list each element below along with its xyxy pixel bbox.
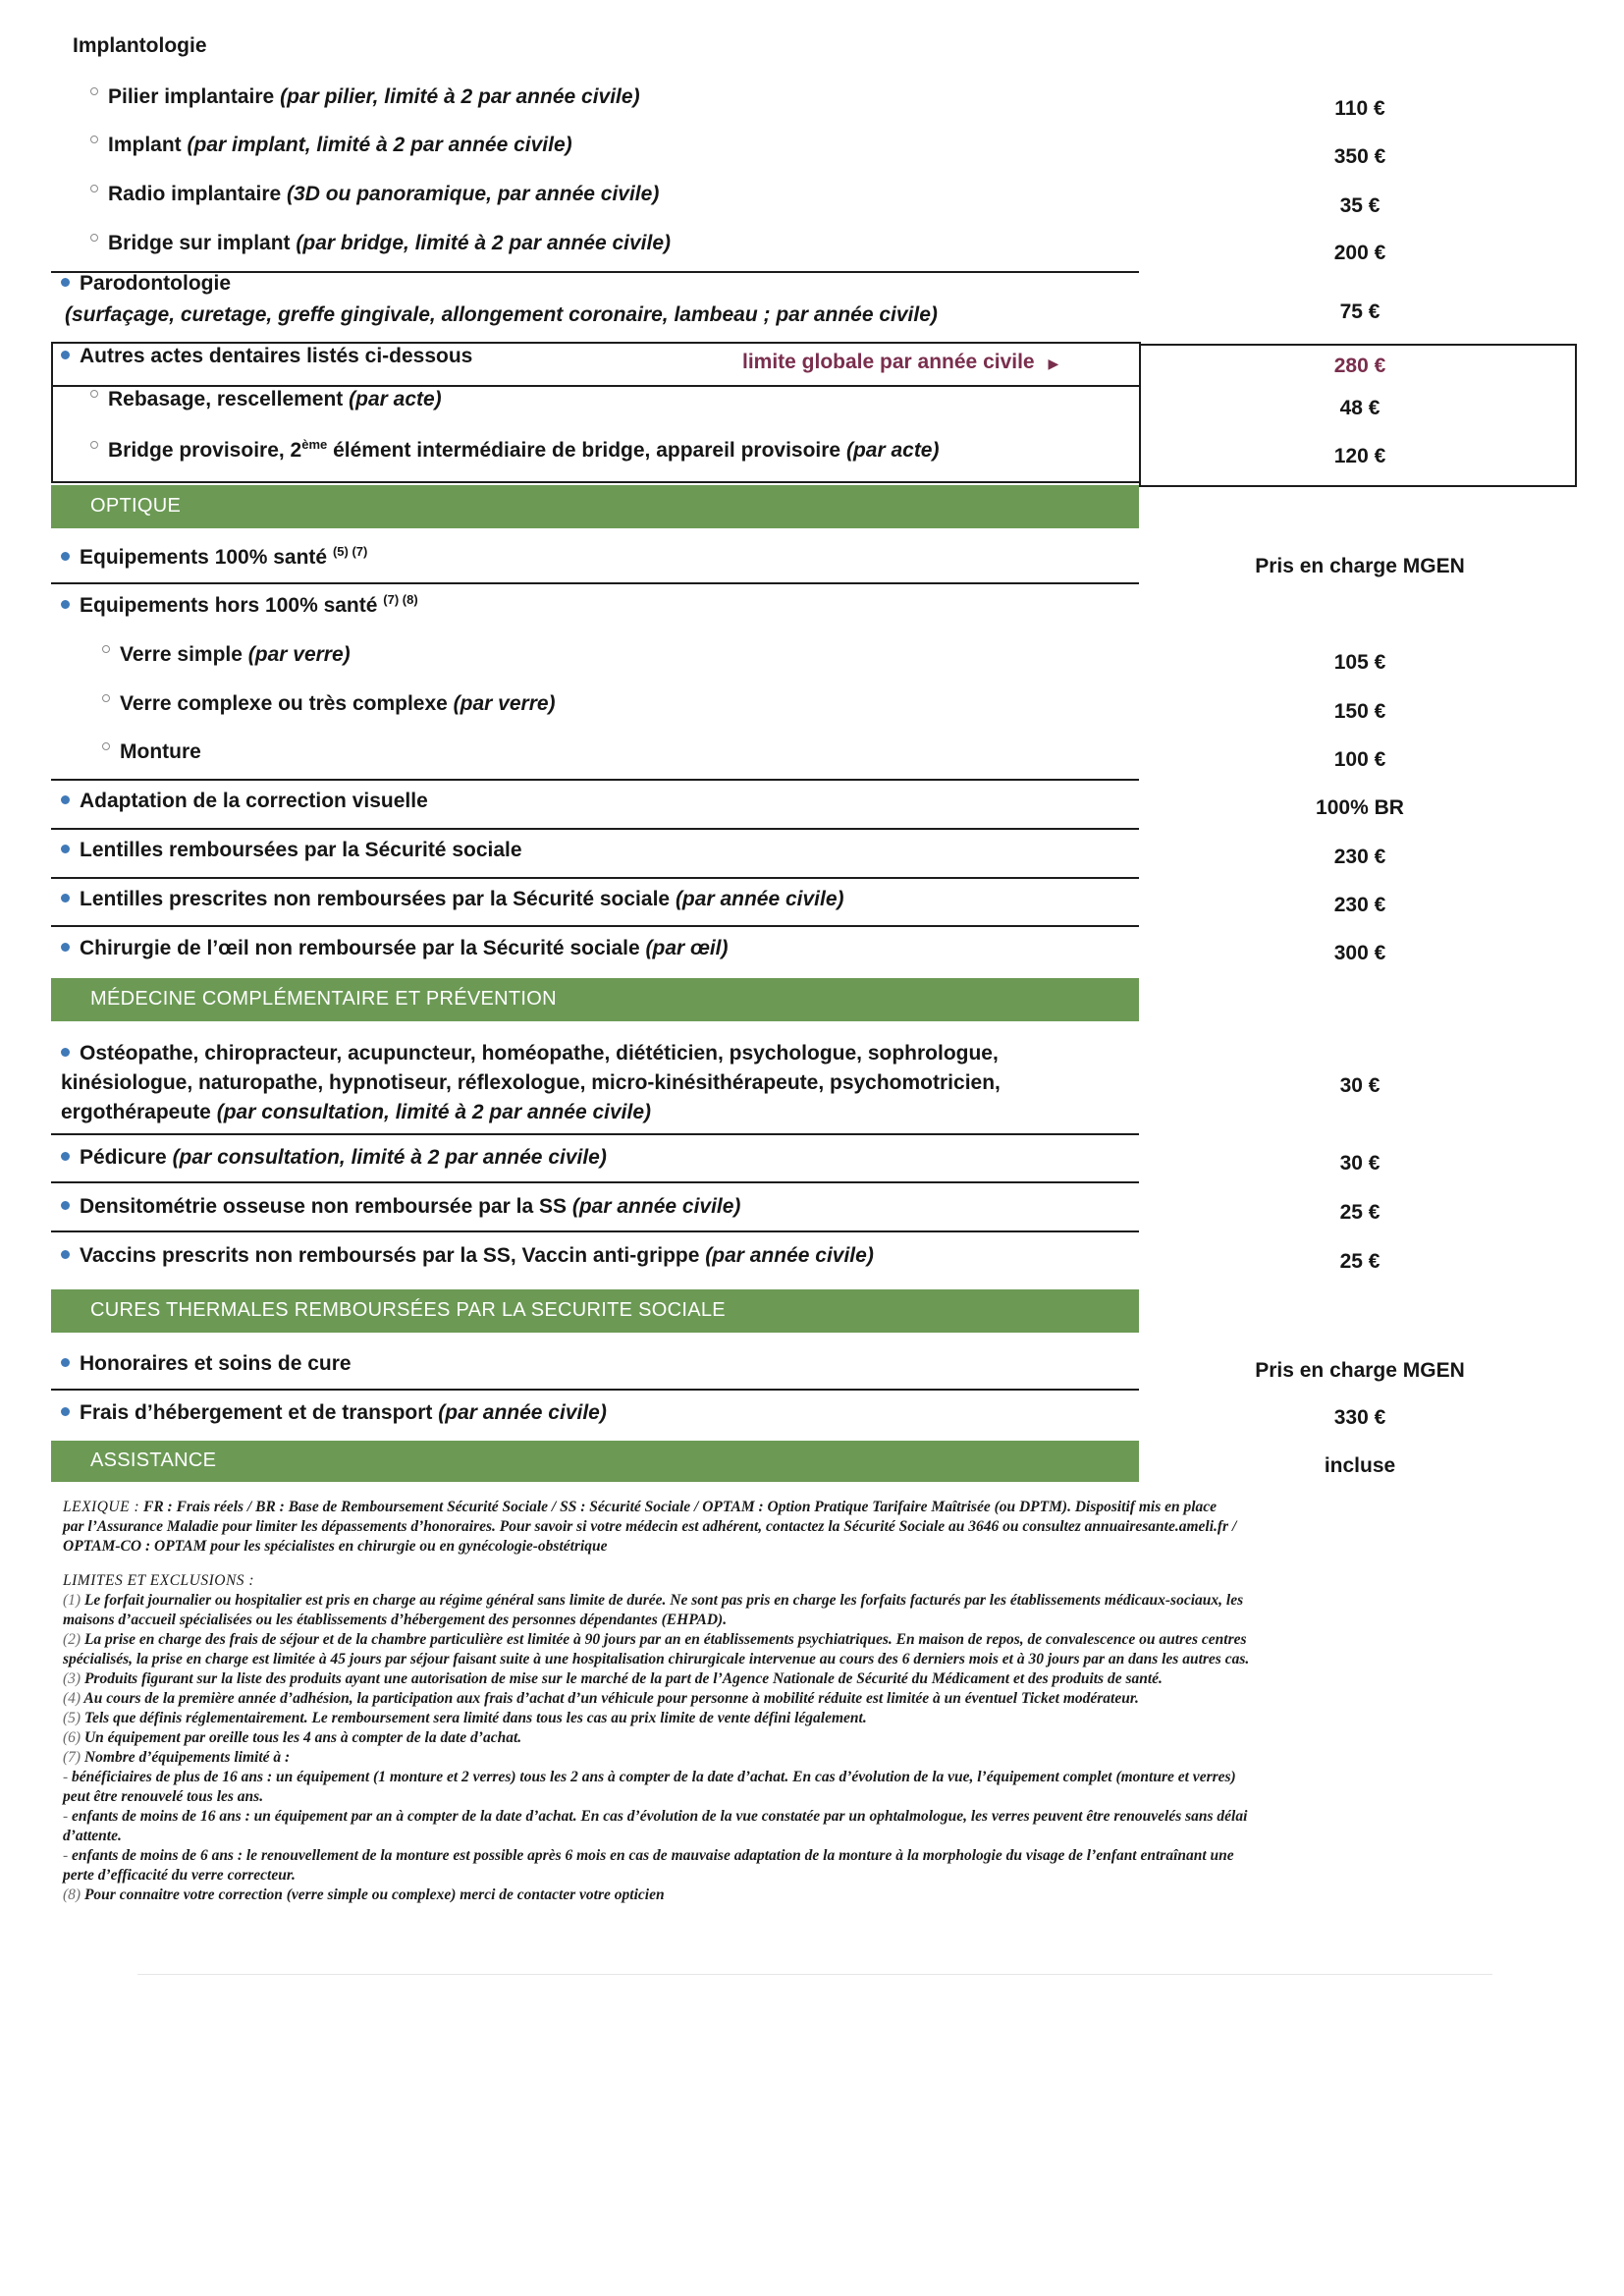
footnote-number: - [63,1847,69,1864]
osteo-line-2: kinésiologue, naturopathe, hypnotiseur, réflexologue, micro-kinésithérapeute, psychomotricien, [61,1071,1001,1094]
list-item: Pilier implantaire (par pilier, limité à 2 par année civile) [90,84,640,110]
bullet-icon [61,1250,70,1259]
divider [51,1230,1139,1232]
amount: 35 € [1339,194,1380,217]
footnote-text: Le forfait journalier ou hospitalier est pris en charge au régime général sans limite de durée. Ne sont pas pris en charge les forfaits facturés par les établissements médicaux-sociaux, les [83,1592,1244,1609]
amount: incluse [1324,1454,1396,1477]
lexique-label: LEXIQUE : [63,1499,140,1515]
list-item: Honoraires et soins de cure [61,1351,352,1377]
list-item: Densitométrie osseuse non remboursée par la SS (par année civile) [61,1194,740,1220]
bullet-icon [61,943,70,952]
amount: Pris en charge MGEN [1255,555,1465,577]
footnote-text: spécialisés, la prise en charge est limitée à 45 jours par séjour faisant suite à une hospitalisation chirurgicale intervenue au cours des 6 derniers mois et à 30 jours par an dans les autres cas. [63,1651,1250,1667]
footnote-text: Nombre d’équipements limité à : [83,1749,291,1766]
footnote-line [63,1611,1516,1630]
list-item: Pédicure (par consultation, limité à 2 par année civile) [61,1145,607,1171]
list-item: Adaptation de la correction visuelle [61,789,428,814]
footnote-line [63,1689,1516,1709]
footnote-text: peut être renouvelé tous les ans. [63,1788,264,1805]
global-limit-amount: 280 € [1333,355,1386,377]
footnote-number: (2) [63,1631,81,1648]
footnote-line [63,1669,1516,1689]
amount: 200 € [1333,242,1386,264]
list-item: Chirurgie de l’œil non remboursée par la Sécurité sociale (par œil) [61,936,729,961]
divider [51,1133,1139,1135]
circle-bullet-icon [102,742,110,750]
footnote-text: maisons d’accueil spécialisées ou les établissements d’hébergement des personnes dépendantes (EHPAD). [63,1612,728,1628]
amount: 48 € [1339,397,1380,419]
bullet-icon [61,600,70,609]
footnote-line [63,1630,1516,1650]
divider [51,1181,1139,1183]
divider [51,828,1139,830]
amount: 105 € [1333,651,1386,674]
footnote-line [63,1807,1516,1827]
list-item: Bridge sur implant (par bridge, limité à 2 par année civile) [90,231,671,256]
footnote-number: (8) [63,1886,81,1903]
footnote-text: Un équipement par oreille tous les 4 ans à compter de la date d’achat. [83,1729,522,1746]
footnote-number: - [63,1769,69,1785]
scan-artifact-line [137,1974,1492,1975]
circle-bullet-icon [90,136,98,143]
footnote-number: - [63,1808,69,1825]
limites-label: LIMITES ET EXCLUSIONS : [63,1572,255,1589]
circle-bullet-icon [90,390,98,398]
bullet-icon [61,351,70,359]
bullet-icon [61,1152,70,1161]
footnote-number: (6) [63,1729,81,1746]
circle-bullet-icon [90,441,98,449]
footnote-number: (4) [63,1690,81,1707]
footnote-text: Produits figurant sur la liste des produits ayant une autorisation de mise sur le marché de la part de l’Agence Nationale de Sécurité du Médicament et des produits de santé. [83,1670,1163,1687]
footnote-line [63,1886,1516,1905]
amount: 30 € [1339,1152,1380,1175]
section-band-medecine: MÉDECINE COMPLÉMENTAIRE ET PRÉVENTION [51,978,1139,1021]
bullet-icon [61,845,70,853]
bullet-icon [61,795,70,804]
divider [51,582,1139,584]
list-item: Lentilles prescrites non remboursées par la Sécurité sociale (par année civile) [61,887,844,912]
list-item: Autres actes dentaires listés ci-dessous [61,344,472,369]
footnote-line [63,1728,1516,1748]
footnote-text: Tels que définis réglementairement. Le remboursement sera limité dans tous les cas au prix limite de vente défini légalement. [83,1710,867,1726]
section-heading-implantologie: Implantologie [73,34,207,57]
footnote-text: enfants de moins de 16 ans : un équipement par an à compter de la date d’achat. En cas d’évolution de la vue constatée par un ophtalmologue, les verres peuvent être renouvelés sans délai [72,1808,1248,1825]
list-item: Equipements 100% santé $^{(5) (7)}$ [61,545,367,571]
amount: 150 € [1333,700,1386,723]
amount: 350 € [1333,145,1386,168]
list-item: Frais d’hébergement et de transport (par année civile) [61,1400,607,1426]
footnote-text: bénéficiaires de plus de 16 ans : un équipement (1 monture et 2 verres) tous les 2 ans à compter de la date d’achat. En cas d’évolution de la vue, l’équipement complet (monture et verres) [72,1769,1236,1785]
footnote-line [63,1787,1516,1807]
footnote-number: (5) [63,1710,81,1726]
circle-bullet-icon [102,694,110,702]
section-band-optique: OPTIQUE [51,485,1139,528]
parodontologie-note: (surfaçage, curetage, greffe gingivale, allongement coronaire, lambeau ; par année civile) [65,303,938,326]
footnote-text: Pour connaitre votre correction (verre simple ou complexe) merci de contacter votre opticien [83,1886,665,1903]
global-limit-label: limite globale par année civile ▶ [742,351,1059,373]
bullet-icon [61,1358,70,1367]
list-item: Verre complexe ou très complexe (par verre) [102,691,556,717]
bullet-icon [61,1201,70,1210]
amount: 230 € [1333,846,1386,868]
footnote-text: La prise en charge des frais de séjour et de la chambre particulière est limitée à 90 jours par an en établissements psychiatriques. En maison de repos, de convalescence ou autres centres [83,1631,1247,1648]
notes-list [63,1591,1516,1905]
bullet-icon [61,1407,70,1416]
list-item: Verre simple (par verre) [102,642,351,668]
footnote-line [63,1866,1516,1886]
circle-bullet-icon [90,234,98,242]
bullet-icon [61,1048,70,1057]
section-band-assistance: ASSISTANCE [51,1441,1139,1482]
amount: 230 € [1333,894,1386,916]
amount: 30 € [1339,1074,1380,1097]
divider [51,925,1139,927]
amount: 120 € [1333,445,1386,467]
section-band-cures: CURES THERMALES REMBOURSÉES PAR LA SECURITE SOCIALE [51,1289,1139,1333]
amount: 300 € [1333,942,1386,964]
footnote-line [63,1827,1516,1846]
list-item: Lentilles remboursées par la Sécurité sociale [61,838,522,863]
bullet-icon [61,552,70,561]
divider [51,877,1139,879]
divider [51,1389,1139,1391]
lexique: LEXIQUE : FR : Frais réels / BR : Base de Remboursement Sécurité Sociale / SS : Sécurité Sociale / OPTAM : Option Pratique Tarifaire Maîtrisée (ou DPTM). Dispositif mis en place par l’Assurance Maladie pour limiter les dépassements d’honoraires. Pour savoir si votre médecin est adhérent, contactez la Sécurité Sociale au 3646 ou consultez annuairesante.ameli.fr / OPTAM-CO : OPTAM pour les spécialistes en chirurgie ou en gynécologie-obstétrique [63,1499,1237,1555]
footnote-text: d’attente. [63,1828,122,1844]
osteo-line-3: ergothérapeute (par consultation, limité à 2 par année civile) [61,1101,652,1123]
footnote-number: (3) [63,1670,81,1687]
list-item: Radio implantaire (3D ou panoramique, par année civile) [90,182,659,207]
amount: 330 € [1333,1406,1386,1429]
osteo-line-1: Ostéopathe, chiropracteur, acupuncteur, homéopathe, diététicien, psychologue, sophrologue, [61,1041,999,1066]
footnote-text: Au cours de la première année d’adhésion, la participation aux frais d’achat d’un véhicule pour personne à mobilité réduite est limitée à un éventuel Ticket modérateur. [83,1690,1139,1707]
list-item: Rebasage, rescellement (par acte) [90,387,442,412]
amount: Pris en charge MGEN [1255,1359,1465,1382]
amount: 110 € [1334,97,1385,120]
footnote-text: enfants de moins de 6 ans : le renouvellement de la monture est possible après 6 mois en cas de mauvaise adaptation de la monture à la morphologie du visage de l’enfant entraînant une [72,1847,1234,1864]
amount: 75 € [1339,301,1380,323]
list-item: Vaccins prescrits non remboursés par la SS, Vaccin anti-grippe (par année civile) [61,1243,874,1269]
footnote-text: perte d’efficacité du verre correcteur. [63,1867,296,1884]
footnote-line [63,1846,1516,1866]
footnote-line [63,1709,1516,1728]
circle-bullet-icon [102,645,110,653]
bullet-icon [61,278,70,287]
footnote-line [63,1748,1516,1768]
footnote-line [63,1768,1516,1787]
list-item: Monture [102,739,201,765]
amount: 25 € [1339,1250,1380,1273]
amount: 100 € [1333,748,1386,771]
divider [51,779,1139,781]
footnote-number: (1) [63,1592,81,1609]
circle-bullet-icon [90,87,98,95]
list-item: Implant (par implant, limité à 2 par année civile) [90,133,572,158]
triangle-right-icon: ▶ [1048,355,1059,371]
footnote-number: (7) [63,1749,81,1766]
list-item: Bridge provisoire, 2ème élément intermédiaire de bridge, appareil provisoire (par acte) [90,438,939,464]
footnote-line [63,1591,1516,1611]
limites-exclusions [63,1571,1516,1905]
amount: 25 € [1339,1201,1380,1224]
list-item: Parodontologie [61,271,231,297]
bullet-icon [61,894,70,902]
amount: 100% BR [1316,796,1404,819]
list-item: Equipements hors 100% santé $^{(7) (8)}$ [61,593,418,619]
circle-bullet-icon [90,185,98,192]
footnote-line [63,1650,1516,1669]
